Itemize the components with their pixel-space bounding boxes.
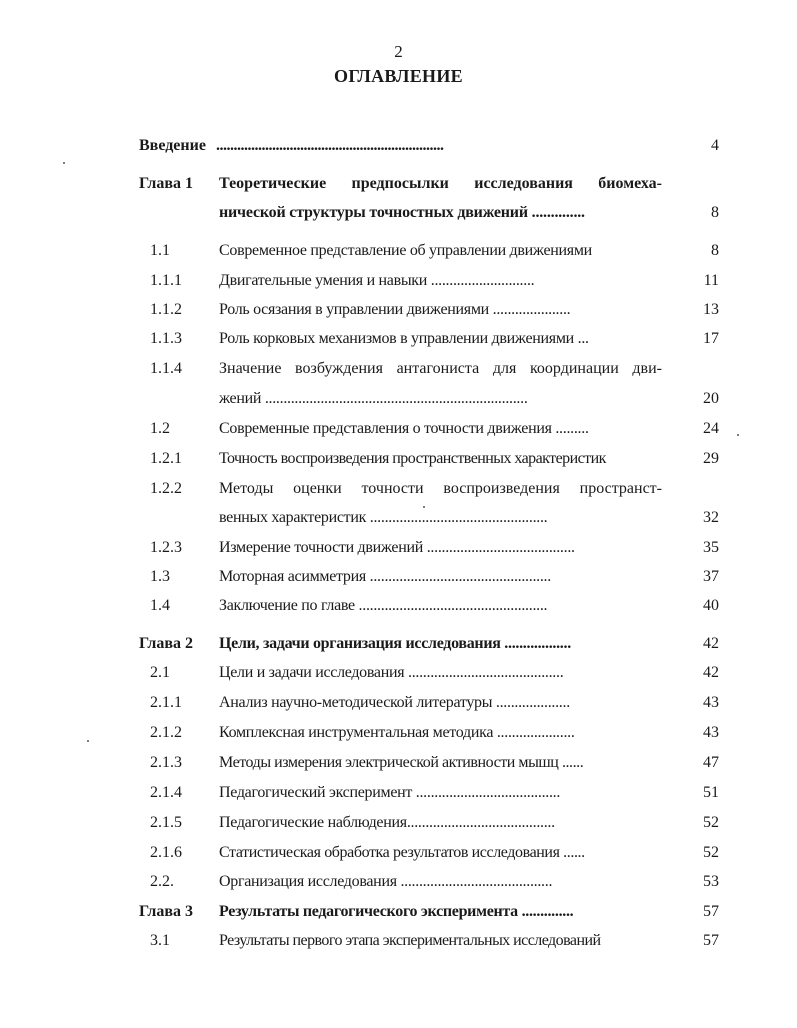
toc-entry-title: Заключение по главе ................................................... [219, 597, 548, 614]
toc-entry-title: Педагогические наблюдения........................................ [219, 814, 555, 831]
toc-entry-page: 17 [703, 330, 719, 347]
toc-entry-page: 42 [703, 664, 719, 681]
toc-entry-number: Глава 1 [139, 175, 193, 192]
toc-entry-title: Цели и задачи исследования .......................................... [219, 664, 564, 681]
toc-entry-number: 1.3 [150, 568, 170, 585]
toc-entry-page: 11 [703, 272, 719, 289]
toc-entry-page: 53 [703, 873, 719, 890]
toc-entry-title-continued: жений ....................................................................... [219, 390, 528, 407]
toc-entry-title-continued: венных характеристик ................................................ [219, 509, 548, 526]
toc-entry-page: 24 [703, 420, 719, 437]
toc-entry-page: 4 [711, 137, 719, 154]
page-number: 2 [394, 42, 403, 61]
toc-entry-number: 1.1.2 [150, 301, 182, 318]
toc-entry-number: 2.1.3 [150, 754, 182, 771]
toc-entry-page: 40 [703, 597, 719, 614]
toc-entry-number: 2.1.4 [150, 784, 182, 801]
toc-entry-number: 1.1.4 [150, 360, 182, 377]
toc-entry-title: Измерение точности движений ........................................ [219, 539, 575, 556]
toc-entry-title: Организация исследования ......................................... [219, 873, 553, 890]
toc-entry-page: 29 [703, 450, 719, 467]
toc-entry-leader: ................................................................. [216, 137, 444, 154]
toc-entry-title: Анализ научно-методической литературы .................... [219, 694, 570, 711]
toc-entry-number: 1.1.3 [150, 330, 182, 347]
toc-entry-number: 1.4 [150, 597, 170, 614]
toc-entry-page: 37 [703, 568, 719, 585]
toc-entry-page: 43 [703, 694, 719, 711]
toc-entry-number: 1.2 [150, 420, 170, 437]
toc-entry-number: Глава 2 [139, 635, 193, 652]
toc-entry-number: 2.1.1 [150, 694, 182, 711]
toc-entry-number: 2.1 [150, 664, 170, 681]
toc-entry-number: 2.1.5 [150, 814, 182, 831]
scan-speck [87, 740, 89, 742]
toc-entry-page: 8 [711, 204, 719, 221]
page-title: ОГЛАВЛЕНИЕ [334, 66, 463, 86]
toc-entry-title: Статистическая обработка результатов исследования ...... [219, 844, 585, 861]
toc-entry-title: Теоретические предпосылки исследования биомеха- [219, 175, 662, 192]
toc-entry-number: 2.1.2 [150, 724, 182, 741]
toc-entry-page: 43 [703, 724, 719, 741]
scan-speck [63, 162, 65, 164]
toc-entry-page: 51 [703, 784, 719, 801]
scan-speck [423, 506, 425, 508]
toc-entry-number: 1.2.2 [150, 480, 182, 497]
toc-entry-number: Глава 3 [139, 903, 193, 920]
toc-entry-number: 1.1 [150, 242, 170, 259]
toc-entry-number: 1.2.1 [150, 450, 182, 467]
scan-speck [737, 434, 739, 436]
toc-entry-title: Методы измерения электрической активности мышц ...... [219, 754, 584, 771]
toc-entry-title: Роль осязания в управлении движениями ..................... [219, 301, 571, 318]
toc-entry-title: Точность воспроизведения пространственных характеристик [219, 450, 606, 467]
toc-entry-title: Методы оценки точности воспроизведения пространст- [219, 480, 662, 497]
toc-entry-page: 42 [703, 635, 719, 652]
toc-entry-title: Результаты первого этапа экспериментальных исследований [219, 932, 601, 949]
toc-entry-title: Цели, задачи организация исследования .................. [219, 635, 571, 652]
toc-entry-number: 1.1.1 [150, 272, 182, 289]
toc-entry-title: Значение возбуждения антагониста для координации дви- [219, 360, 662, 377]
toc-entry-page: 57 [703, 903, 719, 920]
toc-entry-title: Результаты педагогического эксперимента .............. [219, 903, 574, 920]
toc-entry-number: 3.1 [150, 932, 170, 949]
toc-entry-title: Двигательные умения и навыки ............................ [219, 272, 535, 289]
toc-entry-title: Современные представления о точности движения ......... [219, 420, 589, 437]
toc-entry-title-continued: нической структуры точностных движений .............. [219, 204, 585, 221]
toc-entry-page: 52 [703, 814, 719, 831]
toc-entry-number: 1.2.3 [150, 539, 182, 556]
toc-entry-page: 35 [703, 539, 719, 556]
toc-entry-title: Роль корковых механизмов в управлении движениями ... [219, 330, 589, 347]
toc-entry-page: 52 [703, 844, 719, 861]
toc-entry-title: Современное представление об управлении движениями [219, 242, 592, 259]
toc-entry-number: 2.1.6 [150, 844, 182, 861]
toc-entry-page: 8 [711, 242, 719, 259]
toc-entry-page: 32 [703, 509, 719, 526]
toc-entry-title: Моторная асимметрия ................................................. [219, 568, 551, 585]
toc-entry-number: 2.2. [150, 873, 174, 890]
toc-entry-label: Введение [139, 137, 206, 154]
toc-entry-page: 47 [703, 754, 719, 771]
toc-entry-title: Комплексная инструментальная методика ..................... [219, 724, 575, 741]
toc-entry-page: 20 [703, 390, 719, 407]
toc-entry-page: 13 [703, 301, 719, 318]
toc-entry-title: Педагогический эксперимент ....................................... [219, 784, 561, 801]
toc-entry-page: 57 [703, 932, 719, 949]
